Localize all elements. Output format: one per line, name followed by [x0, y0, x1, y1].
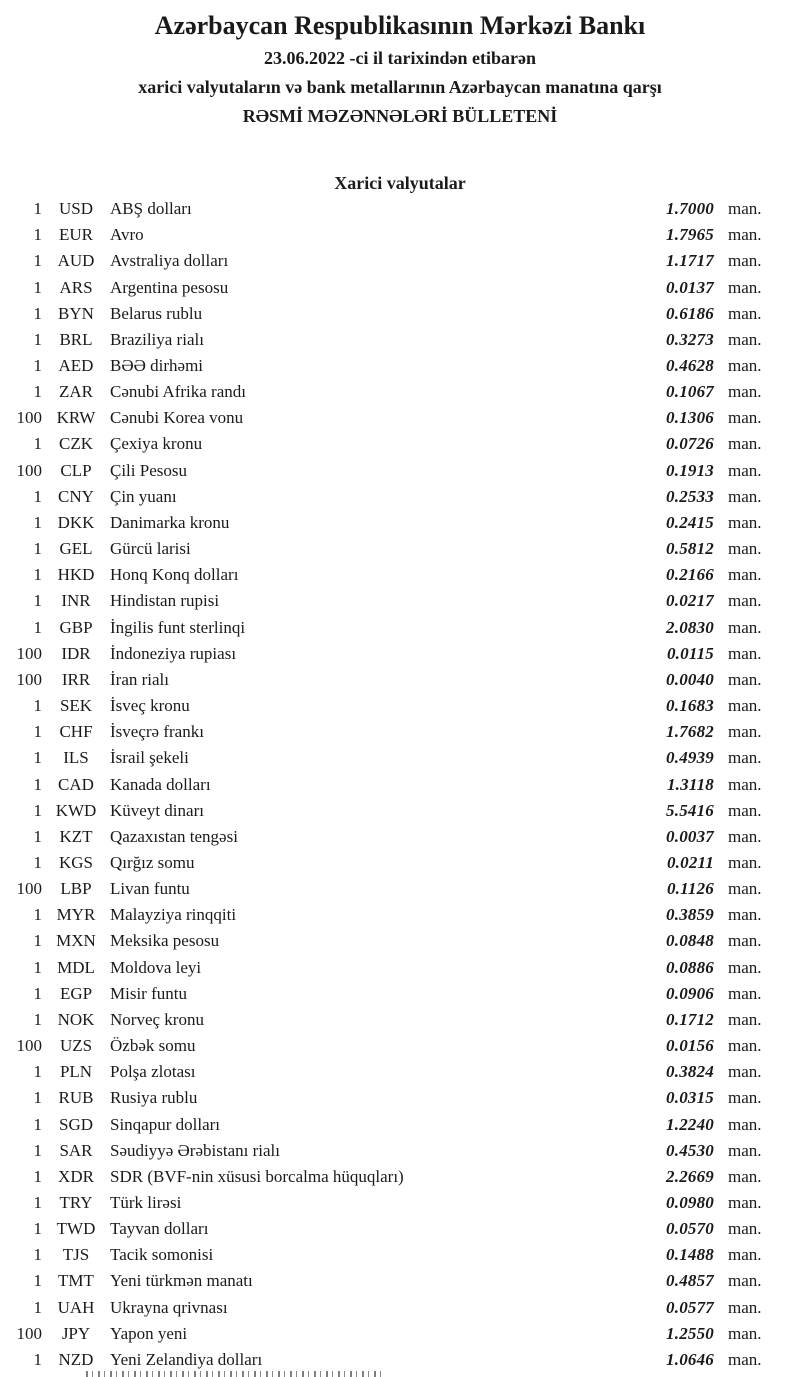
quantity-cell: 100 — [16, 408, 42, 428]
currency-code-cell: ZAR — [59, 382, 93, 402]
quantity-cell: 1 — [33, 1088, 42, 1108]
rate-value-cell: 0.0137 — [666, 277, 714, 297]
unit-cell: man. — [728, 565, 762, 585]
currency-code-cell: RUB — [58, 1088, 94, 1108]
rate-value-cell: 2.2669 — [666, 1166, 714, 1186]
currency-name-cell: İran rialı — [110, 669, 169, 689]
quantity-cell: 1 — [33, 565, 42, 585]
quantity-cell: 1 — [33, 591, 42, 611]
unit-cell: man. — [728, 826, 762, 846]
currency-name-cell: Çexiya kronu — [110, 434, 203, 454]
currency-code-cell: KZT — [59, 826, 93, 846]
rate-value-cell: 0.1913 — [666, 460, 714, 480]
table-row — [0, 798, 800, 824]
rate-value-cell: 1.1717 — [666, 251, 714, 271]
rate-value-cell: 0.1067 — [666, 382, 714, 402]
currency-code-cell: NOK — [57, 1009, 95, 1029]
quantity-cell: 100 — [16, 1036, 42, 1056]
currency-code-cell: DKK — [57, 512, 95, 532]
currency-code-cell: KWD — [55, 800, 97, 820]
unit-cell: man. — [728, 199, 762, 219]
quantity-cell: 1 — [33, 1297, 42, 1317]
table-row — [0, 693, 800, 719]
currency-code-cell: PLN — [59, 1062, 93, 1082]
unit-cell: man. — [728, 696, 762, 716]
rate-value-cell: 0.0037 — [666, 826, 714, 846]
table-row — [0, 745, 800, 771]
currency-code-cell: CHF — [59, 722, 93, 742]
quantity-cell: 1 — [33, 905, 42, 925]
currency-code-cell: KRW — [56, 408, 96, 428]
currency-name-cell: Hindistan rupisi — [110, 591, 220, 611]
unit-cell: man. — [728, 1349, 762, 1369]
rate-value-cell: 0.4628 — [666, 356, 714, 376]
table-row — [0, 1216, 800, 1242]
quantity-cell: 1 — [33, 1114, 42, 1134]
unit-cell: man. — [728, 591, 762, 611]
unit-cell: man. — [728, 879, 762, 899]
unit-cell: man. — [728, 669, 762, 689]
rate-value-cell: 0.0848 — [666, 931, 714, 951]
table-row — [0, 1347, 800, 1373]
unit-cell: man. — [728, 486, 762, 506]
rate-value-cell: 0.1488 — [666, 1245, 714, 1265]
currency-name-cell: Qazaxıstan tengəsi — [110, 826, 238, 846]
table-row — [0, 1138, 800, 1164]
table-row — [0, 981, 800, 1007]
quantity-cell: 1 — [33, 826, 42, 846]
currency-code-cell: CZK — [59, 434, 93, 454]
unit-cell: man. — [728, 251, 762, 271]
quantity-cell: 1 — [33, 617, 42, 637]
quantity-cell: 1 — [33, 512, 42, 532]
currency-code-cell: UAH — [57, 1297, 95, 1317]
unit-cell: man. — [728, 1219, 762, 1239]
quantity-cell: 1 — [33, 722, 42, 742]
currency-code-cell: IDR — [61, 643, 91, 663]
table-row — [0, 327, 800, 353]
currency-code-cell: AED — [58, 356, 94, 376]
unit-cell: man. — [728, 1140, 762, 1160]
rate-value-cell: 0.0886 — [666, 957, 714, 977]
table-row — [0, 248, 800, 274]
rate-value-cell: 2.0830 — [666, 617, 714, 637]
unit-cell: man. — [728, 539, 762, 559]
rate-value-cell: 0.0980 — [666, 1193, 714, 1213]
currency-name-cell: Ukrayna qrivnası — [110, 1297, 228, 1317]
table-row — [0, 379, 800, 405]
currency-code-cell: BRL — [59, 329, 93, 349]
quantity-cell: 100 — [16, 669, 42, 689]
table-row — [0, 1295, 800, 1321]
currency-code-cell: HKD — [57, 565, 95, 585]
rate-value-cell: 1.2240 — [666, 1114, 714, 1134]
currency-name-cell: Tayvan dolları — [110, 1219, 209, 1239]
rate-value-cell: 0.4939 — [666, 748, 714, 768]
currency-code-cell: TJS — [62, 1245, 90, 1265]
table-row — [0, 1111, 800, 1137]
rate-value-cell: 0.0570 — [666, 1219, 714, 1239]
table-row — [0, 1085, 800, 1111]
currency-name-cell: Avro — [110, 225, 144, 245]
rate-value-cell: 0.0906 — [666, 983, 714, 1003]
quantity-cell: 1 — [33, 983, 42, 1003]
rate-value-cell: 5.5416 — [666, 800, 714, 820]
table-row — [0, 196, 800, 222]
table-row — [0, 510, 800, 536]
currency-name-cell: İsveç kronu — [110, 696, 190, 716]
unit-cell: man. — [728, 1114, 762, 1134]
currency-name-cell: Cənubi Afrika randı — [110, 382, 246, 402]
currency-code-cell: EUR — [59, 225, 93, 245]
rate-value-cell: 0.0211 — [666, 852, 714, 872]
table-row — [0, 1164, 800, 1190]
page-title: Azərbaycan Respublikasının Mərkəzi Bankı — [154, 11, 646, 40]
unit-cell: man. — [728, 1297, 762, 1317]
currency-name-cell: Sinqapur dolları — [110, 1114, 221, 1134]
currency-name-cell: Braziliya rialı — [110, 329, 204, 349]
currency-code-cell: BYN — [58, 303, 94, 323]
table-row — [0, 928, 800, 954]
unit-cell: man. — [728, 722, 762, 742]
quantity-cell: 1 — [33, 539, 42, 559]
quantity-cell: 100 — [16, 460, 42, 480]
currency-name-cell: Malayziya rinqqiti — [110, 905, 237, 925]
unit-cell: man. — [728, 460, 762, 480]
currency-code-cell: USD — [58, 199, 93, 219]
currency-name-cell: Yapon yeni — [110, 1323, 188, 1343]
currency-code-cell: LBP — [60, 879, 92, 899]
quantity-cell: 100 — [16, 1323, 42, 1343]
currency-name-cell: Yeni Zelandiya dolları — [110, 1349, 263, 1369]
quantity-cell: 1 — [33, 1166, 42, 1186]
unit-cell: man. — [728, 356, 762, 376]
table-row — [0, 1190, 800, 1216]
currency-name-cell: Belarus rublu — [110, 303, 203, 323]
rate-value-cell: 0.0315 — [666, 1088, 714, 1108]
currency-code-cell: TWD — [56, 1219, 96, 1239]
currency-name-cell: ABŞ dolları — [110, 199, 192, 219]
quantity-cell: 1 — [33, 382, 42, 402]
table-row — [0, 719, 800, 745]
table-row — [0, 824, 800, 850]
quantity-cell: 1 — [33, 329, 42, 349]
table-row — [0, 274, 800, 300]
quantity-cell: 1 — [33, 1062, 42, 1082]
effective-date-line: 23.06.2022 -ci il tarixindən etibarən — [264, 48, 536, 68]
rate-value-cell: 0.3859 — [666, 905, 714, 925]
currency-name-cell: Qırğız somu — [110, 852, 195, 872]
rate-value-cell: 0.0217 — [666, 591, 714, 611]
quantity-cell: 1 — [33, 303, 42, 323]
unit-cell: man. — [728, 329, 762, 349]
rate-value-cell: 1.7965 — [666, 225, 714, 245]
currency-name-cell: Özbək somu — [110, 1036, 196, 1056]
unit-cell: man. — [728, 931, 762, 951]
currency-name-cell: Türk lirəsi — [110, 1193, 182, 1213]
rates-table — [0, 196, 800, 1373]
currency-code-cell: CAD — [58, 774, 94, 794]
quantity-cell: 1 — [33, 1140, 42, 1160]
rate-value-cell: 0.5812 — [666, 539, 714, 559]
quantity-cell: 1 — [33, 434, 42, 454]
table-row — [0, 641, 800, 667]
rate-value-cell: 1.3118 — [666, 774, 714, 794]
currency-code-cell: NZD — [58, 1349, 94, 1369]
unit-cell: man. — [728, 617, 762, 637]
unit-cell: man. — [728, 225, 762, 245]
unit-cell: man. — [728, 1088, 762, 1108]
currency-name-cell: Yeni türkmən manatı — [110, 1271, 253, 1291]
currency-name-cell: Misir funtu — [110, 983, 187, 1003]
currency-code-cell: GBP — [59, 617, 93, 637]
quantity-cell: 1 — [33, 1193, 42, 1213]
table-row — [0, 562, 800, 588]
quantity-cell: 1 — [33, 1009, 42, 1029]
table-row — [0, 667, 800, 693]
currency-code-cell: EGP — [59, 983, 93, 1003]
unit-cell: man. — [728, 800, 762, 820]
quantity-cell: 1 — [33, 957, 42, 977]
subject-line: xarici valyutaların və bank metallarının Azərbaycan manatına qarşı — [138, 77, 662, 97]
table-row — [0, 1033, 800, 1059]
rate-value-cell: 0.2533 — [666, 486, 714, 506]
currency-name-cell: İndoneziya rupiası — [110, 643, 237, 663]
table-row — [0, 536, 800, 562]
rate-value-cell: 1.2550 — [666, 1323, 714, 1343]
currency-code-cell: MYR — [56, 905, 96, 925]
currency-code-cell: CNY — [58, 486, 94, 506]
quantity-cell: 1 — [33, 1271, 42, 1291]
currency-name-cell: Cənubi Korea vonu — [110, 408, 244, 428]
quantity-cell: 1 — [33, 356, 42, 376]
currency-name-cell: BƏƏ dirhəmi — [110, 356, 204, 376]
table-row — [0, 876, 800, 902]
unit-cell: man. — [728, 1062, 762, 1082]
table-row — [0, 222, 800, 248]
rate-value-cell: 0.2415 — [666, 512, 714, 532]
quantity-cell: 100 — [16, 879, 42, 899]
currency-code-cell: ILS — [63, 748, 89, 768]
table-row — [0, 955, 800, 981]
table-row — [0, 588, 800, 614]
unit-cell: man. — [728, 1323, 762, 1343]
currency-name-cell: Səudiyyə Ərəbistanı rialı — [110, 1140, 280, 1160]
currency-code-cell: SEK — [59, 696, 93, 716]
unit-cell: man. — [728, 774, 762, 794]
unit-cell: man. — [728, 1271, 762, 1291]
currency-code-cell: SAR — [59, 1140, 93, 1160]
unit-cell: man. — [728, 382, 762, 402]
currency-name-cell: Meksika pesosu — [110, 931, 220, 951]
unit-cell: man. — [728, 1245, 762, 1265]
quantity-cell: 1 — [33, 486, 42, 506]
currency-name-cell: Livan funtu — [110, 879, 190, 899]
currency-name-cell: Honq Konq dolları — [110, 565, 239, 585]
table-row — [0, 615, 800, 641]
currency-name-cell: Polşa zlotası — [110, 1062, 196, 1082]
rate-value-cell: 0.0577 — [666, 1297, 714, 1317]
table-row — [0, 850, 800, 876]
table-row — [0, 484, 800, 510]
unit-cell: man. — [728, 957, 762, 977]
unit-cell: man. — [728, 512, 762, 532]
table-row — [0, 353, 800, 379]
currency-code-cell: CLP — [60, 460, 92, 480]
currency-name-cell: İsrail şekeli — [110, 748, 189, 768]
currency-code-cell: TRY — [59, 1193, 93, 1213]
currency-code-cell: AUD — [57, 251, 95, 271]
quantity-cell: 1 — [33, 251, 42, 271]
rate-value-cell: 0.6186 — [666, 303, 714, 323]
quantity-cell: 1 — [33, 800, 42, 820]
currency-name-cell: Argentina pesosu — [110, 277, 229, 297]
currency-name-cell: Norveç kronu — [110, 1009, 204, 1029]
bulletin-header — [0, 0, 800, 131]
rate-value-cell: 0.1306 — [666, 408, 714, 428]
currency-name-cell: Moldova leyi — [110, 957, 202, 977]
rate-value-cell: 0.1683 — [666, 696, 714, 716]
quantity-cell: 1 — [33, 199, 42, 219]
unit-cell: man. — [728, 434, 762, 454]
unit-cell: man. — [728, 1009, 762, 1029]
currency-name-cell: Avstraliya dolları — [110, 251, 229, 271]
table-row — [0, 1007, 800, 1033]
rate-value-cell: 0.0156 — [666, 1036, 714, 1056]
currency-name-cell: Gürcü larisi — [110, 539, 191, 559]
currency-code-cell: MDL — [57, 957, 95, 977]
rate-value-cell: 0.1712 — [666, 1009, 714, 1029]
table-row — [0, 771, 800, 797]
currency-name-cell: SDR (BVF-nin xüsusi borcalma hüquqları) — [110, 1166, 404, 1186]
currency-name-cell: İngilis funt sterlinqi — [110, 617, 246, 637]
currency-name-cell: Rusiya rublu — [110, 1088, 198, 1108]
currency-name-cell: Çili Pesosu — [110, 460, 187, 480]
bulletin-title-line: RƏSMİ MƏZƏNNƏLƏRİ BÜLLETENİ — [242, 106, 558, 126]
table-row — [0, 1321, 800, 1347]
currency-code-cell: KGS — [58, 852, 93, 872]
table-row — [0, 301, 800, 327]
quantity-cell: 100 — [16, 643, 42, 663]
table-row — [0, 1242, 800, 1268]
rate-value-cell: 1.0646 — [666, 1349, 714, 1369]
rate-value-cell: 0.0726 — [666, 434, 714, 454]
unit-cell: man. — [728, 852, 762, 872]
currency-code-cell: SGD — [58, 1114, 93, 1134]
unit-cell: man. — [728, 1193, 762, 1213]
table-row — [0, 458, 800, 484]
currency-code-cell: ARS — [59, 277, 93, 297]
unit-cell: man. — [728, 277, 762, 297]
rate-value-cell: 0.0040 — [666, 669, 714, 689]
currency-name-cell: Kanada dolları — [110, 774, 211, 794]
unit-cell: man. — [728, 643, 762, 663]
rate-value-cell: 0.3824 — [666, 1062, 714, 1082]
quantity-cell: 1 — [33, 1349, 42, 1369]
currency-code-cell: MXN — [56, 931, 96, 951]
rate-value-cell: 0.2166 — [666, 565, 714, 585]
table-row — [0, 1059, 800, 1085]
unit-cell: man. — [728, 748, 762, 768]
table-row — [0, 405, 800, 431]
quantity-cell: 1 — [33, 277, 42, 297]
unit-cell: man. — [728, 905, 762, 925]
quantity-cell: 1 — [33, 852, 42, 872]
currency-name-cell: Danimarka kronu — [110, 512, 230, 532]
currency-name-cell: İsveçrə frankı — [110, 722, 204, 742]
unit-cell: man. — [728, 303, 762, 323]
currency-name-cell: Küveyt dinarı — [110, 800, 204, 820]
currency-code-cell: TMT — [58, 1271, 94, 1291]
quantity-cell: 1 — [33, 931, 42, 951]
table-row — [0, 431, 800, 457]
rate-value-cell: 0.3273 — [666, 329, 714, 349]
currency-code-cell: GEL — [59, 539, 93, 559]
unit-cell: man. — [728, 983, 762, 1003]
clipped-next-row-fragment — [86, 1371, 386, 1377]
unit-cell: man. — [728, 1036, 762, 1056]
quantity-cell: 1 — [33, 1245, 42, 1265]
quantity-cell: 1 — [33, 748, 42, 768]
currency-code-cell: JPY — [61, 1323, 91, 1343]
currency-code-cell: UZS — [59, 1036, 93, 1056]
quantity-cell: 1 — [33, 696, 42, 716]
rate-value-cell: 0.4530 — [666, 1140, 714, 1160]
currency-name-cell: Çin yuanı — [110, 486, 177, 506]
rate-value-cell: 0.4857 — [666, 1271, 714, 1291]
section-title-foreign-currencies: Xarici valyutalar — [334, 173, 466, 193]
quantity-cell: 1 — [33, 774, 42, 794]
rate-value-cell: 1.7000 — [666, 199, 714, 219]
rate-value-cell: 1.7682 — [666, 722, 714, 742]
currency-code-cell: XDR — [58, 1166, 94, 1186]
quantity-cell: 1 — [33, 1219, 42, 1239]
currency-code-cell: INR — [61, 591, 91, 611]
table-row — [0, 902, 800, 928]
quantity-cell: 1 — [33, 225, 42, 245]
rate-value-cell: 0.1126 — [666, 879, 714, 899]
unit-cell: man. — [728, 408, 762, 428]
rate-value-cell: 0.0115 — [666, 643, 714, 663]
currency-code-cell: IRR — [61, 669, 91, 689]
table-row — [0, 1268, 800, 1294]
currency-name-cell: Tacik somonisi — [110, 1245, 214, 1265]
unit-cell: man. — [728, 1166, 762, 1186]
